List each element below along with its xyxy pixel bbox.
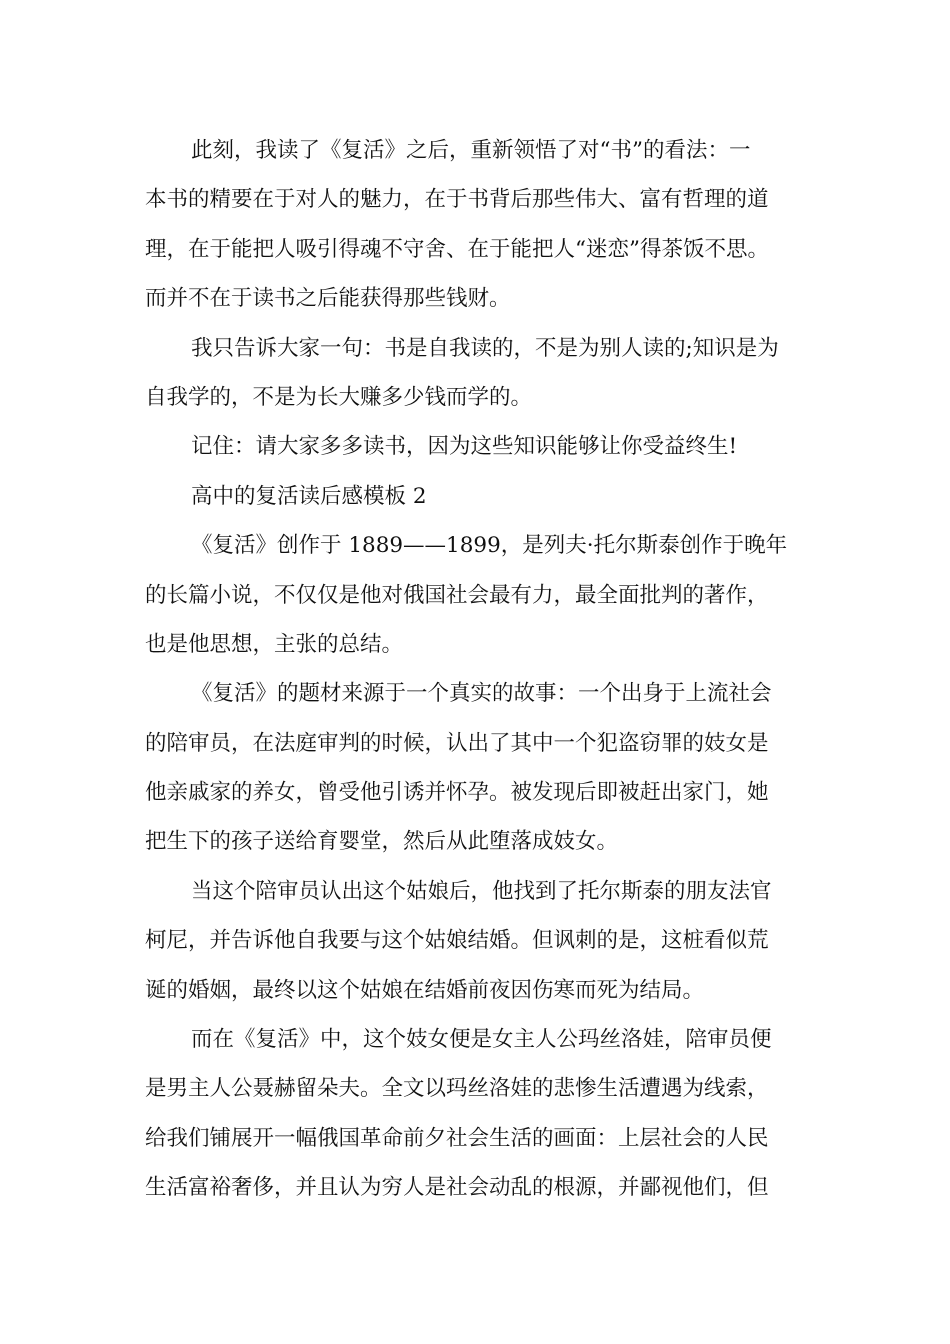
text-line-19: 而在《复活》中，这个妓女便是女主人公玛丝洛娃，陪审员便 (191, 1027, 772, 1053)
section-heading: 高中的复活读后感模板 2 (191, 483, 427, 509)
text-line-13: 的陪审员，在法庭审判的时候，认出了其中一个犯盗窃罪的妓女是 (145, 730, 769, 756)
text-line-4: 而并不在于读书之后能获得那些钱财。 (145, 286, 511, 312)
text-line-11: 也是他思想，主张的总结。 (145, 631, 404, 657)
text-line-17: 柯尼，并告诉他自我要与这个姑娘结婚。但讽刺的是，这桩看似荒 (145, 928, 769, 954)
text-line-15: 把生下的孩子送给育婴堂，然后从此堕落成妓女。 (145, 829, 619, 855)
text-line-3: 理，在于能把人吸引得魂不守舍、在于能把人“迷恋”得茶饭不思。 (145, 236, 769, 262)
text-line-5: 我只告诉大家一句：书是自我读的，不是为别人读的;知识是为 (191, 335, 779, 361)
document-body (145, 126, 825, 1213)
text-line-2: 本书的精要在于对人的魅力，在于书背后那些伟大、富有哲理的道 (145, 187, 769, 213)
text-line-9: 《复活》创作于 1889——1899，是列夫·托尔斯泰创作于晚年 (191, 533, 788, 559)
text-line-10: 的长篇小说，不仅仅是他对俄国社会最有力，最全面批判的著作， (145, 582, 769, 608)
text-line-22: 生活富裕奢侈，并且认为穷人是社会动乱的根源，并鄙视他们，但 (145, 1175, 769, 1201)
text-line-1: 此刻，我读了《复活》之后，重新领悟了对“书”的看法：一 (191, 138, 751, 163)
text-line-12: 《复活》的题材来源于一个真实的故事：一个出身于上流社会 (191, 681, 772, 707)
text-line-14: 他亲戚家的养女，曾受他引诱并怀孕。被发现后即被赶出家门，她 (145, 780, 769, 806)
text-line-21: 给我们铺展开一幅俄国革命前夕社会生活的画面：上层社会的人民 (145, 1125, 769, 1151)
text-line-16: 当这个陪审员认出这个姑娘后，他找到了托尔斯泰的朋友法官 (191, 878, 772, 904)
text-line-18: 诞的婚姻，最终以这个姑娘在结婚前夜因伤寒而死为结局。 (145, 977, 705, 1003)
text-line-20: 是男主人公聂赫留朵夫。全文以玛丝洛娃的悲惨生活遭遇为线索， (145, 1076, 769, 1102)
text-line-6: 自我学的，不是为长大赚多少钱而学的。 (145, 384, 533, 410)
text-line-7: 记住：请大家多多读书，因为这些知识能够让你受益终生! (191, 434, 738, 460)
